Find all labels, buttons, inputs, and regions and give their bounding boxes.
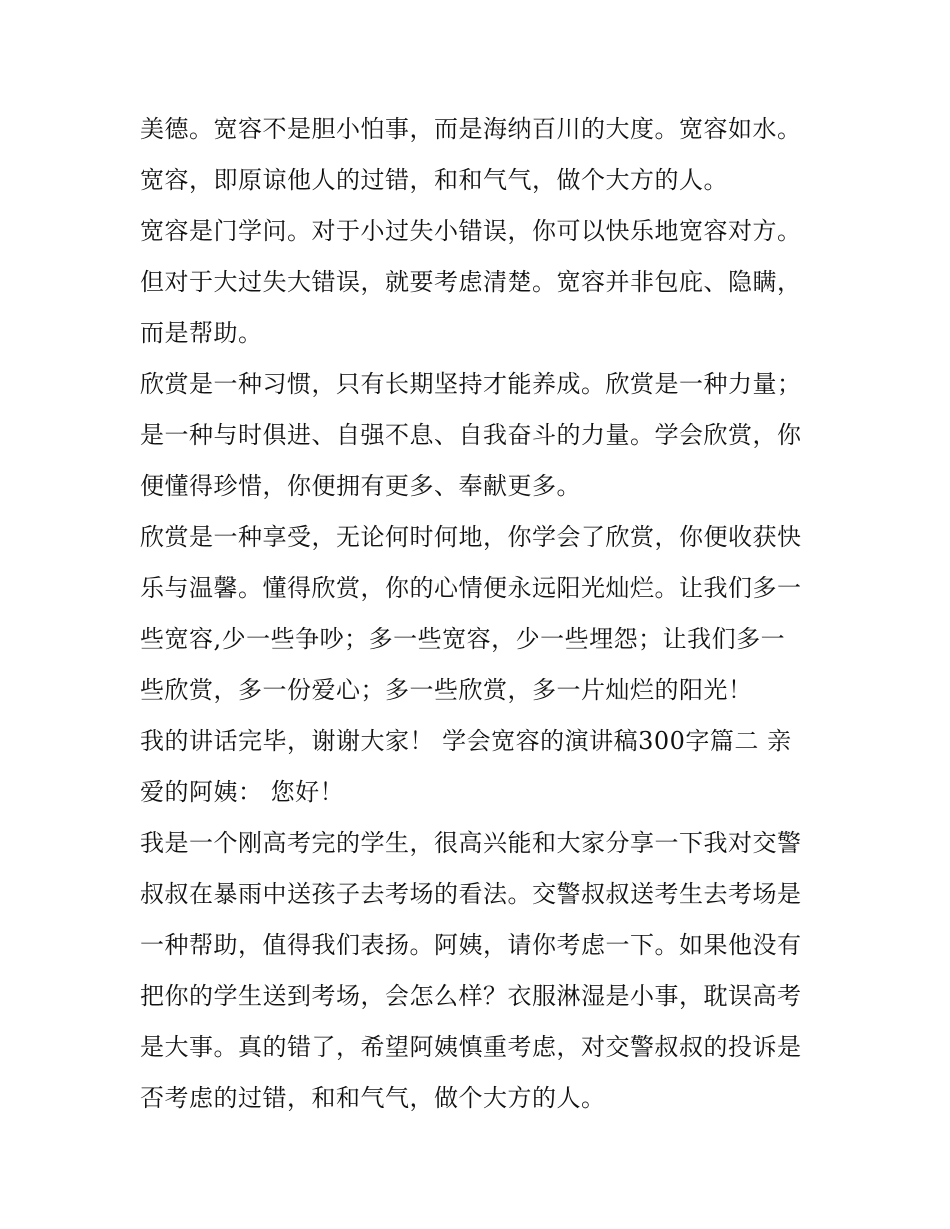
text-line: 而是帮助。	[140, 319, 263, 347]
text-line: 我的讲话完毕，谢谢大家！ 学会宽容的演讲稿300字篇二 亲	[140, 727, 792, 755]
text-line: 欣赏是一种习惯，只有长期坚持才能养成。欣赏是一种力量；	[140, 370, 802, 398]
text-line: 宽容，即原谅他人的过错，和和气气，做个大方的人。	[140, 166, 728, 194]
text-line: 爱的阿姨： 您好！	[140, 778, 345, 806]
text-line: 是大事。真的错了，希望阿姨慎重考虑，对交警叔叔的投诉是	[140, 1033, 802, 1061]
text-line: 些宽容,少一些争吵；多一些宽容，少一些埋怨；让我们多一	[140, 625, 786, 653]
text-line: 把你的学生送到考场，会怎么样？衣服淋湿是小事，耽误高考	[140, 982, 802, 1010]
text-line: 宽容是门学问。对于小过失小错误，你可以快乐地宽容对方。	[140, 217, 802, 245]
text-line: 欣赏是一种享受，无论何时何地，你学会了欣赏，你便收获快	[140, 523, 802, 551]
text-line: 我是一个刚高考完的学生，很高兴能和大家分享一下我对交警	[140, 829, 802, 857]
document-body	[140, 104, 820, 1124]
text-line: 一种帮助，值得我们表扬。阿姨，请你考虑一下。如果他没有	[140, 931, 802, 959]
text-line: 些欣赏，多一份爱心；多一些欣赏，多一片灿烂的阳光！	[140, 676, 753, 704]
text-line: 否考虑的过错，和和气气，做个大方的人。	[140, 1084, 606, 1112]
text-line: 美德。宽容不是胆小怕事，而是海纳百川的大度。宽容如水。	[140, 115, 802, 143]
text-line: 叔叔在暴雨中送孩子去考场的看法。交警叔叔送考生去考场是	[140, 880, 802, 908]
text-line: 乐与温馨。懂得欣赏，你的心情便永远阳光灿烂。让我们多一	[140, 574, 802, 602]
text-line: 但对于大过失大错误，就要考虑清楚。宽容并非包庇、隐瞒，	[140, 268, 802, 296]
text-line: 是一种与时俱进、自强不息、自我奋斗的力量。学会欣赏，你	[140, 421, 802, 449]
text-line: 便懂得珍惜，你便拥有更多、奉献更多。	[140, 472, 581, 500]
